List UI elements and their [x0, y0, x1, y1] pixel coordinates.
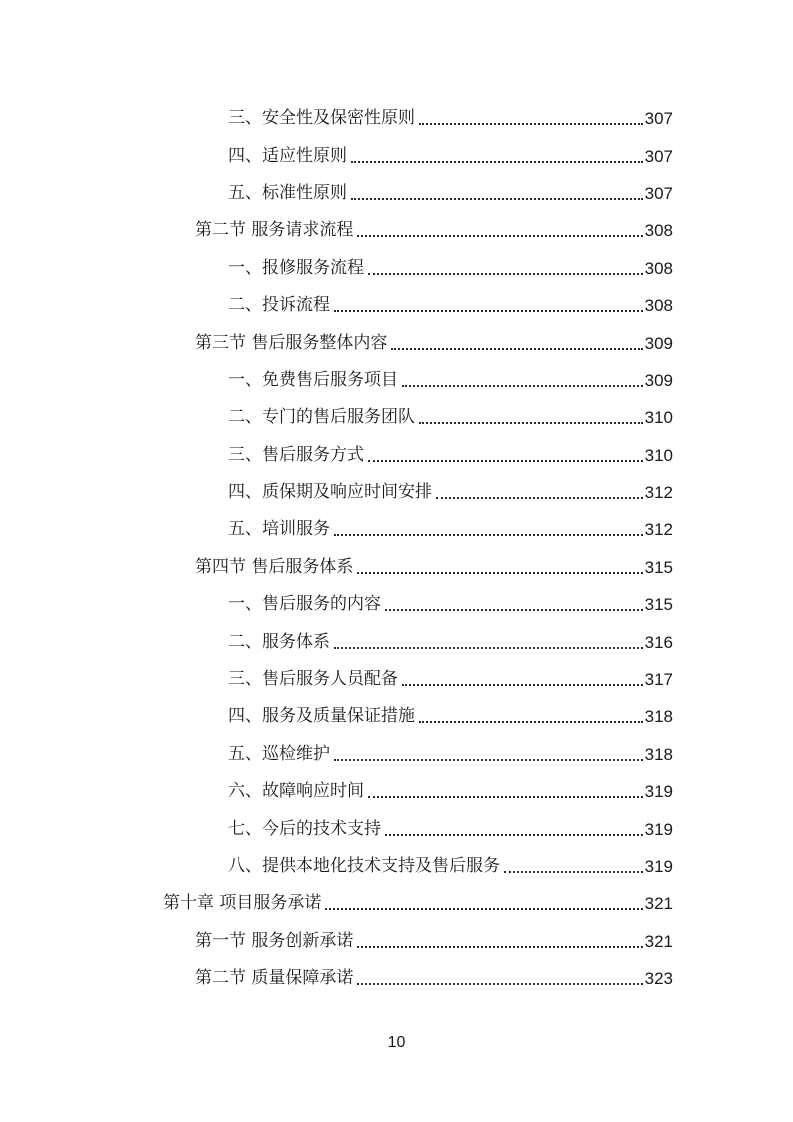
toc-entry[interactable]	[0, 698, 793, 735]
toc-entry-title: 五、巡检维护	[228, 743, 330, 764]
toc-entry-title: 二、服务体系	[228, 631, 330, 652]
toc-entry-title: 五、标准性原则	[228, 182, 347, 203]
toc-entry[interactable]	[0, 100, 793, 137]
toc-entry-page: 321	[644, 894, 673, 914]
toc-entry-page: 310	[644, 408, 673, 428]
toc-entry-title: 二、专门的售后服务团队	[228, 407, 415, 428]
toc-entry[interactable]	[0, 324, 793, 361]
toc-entry-title: 四、质保期及响应时间安排	[228, 482, 432, 503]
toc-entry-page: 309	[644, 333, 673, 353]
toc-leader-dots	[402, 684, 643, 686]
toc-entry[interactable]	[0, 923, 793, 960]
toc-entry-title: 八、提供本地化技术支持及售后服务	[228, 856, 500, 876]
toc-entry-page: 321	[644, 931, 673, 951]
toc-entry-page: 316	[644, 632, 673, 652]
toc-entry[interactable]	[0, 810, 793, 847]
toc-entry-page: 318	[644, 744, 673, 764]
toc-leader-dots	[357, 572, 642, 574]
toc-leader-dots	[334, 310, 643, 312]
toc-leader-dots	[351, 161, 643, 163]
toc-entry[interactable]	[0, 287, 793, 324]
toc-entry[interactable]	[0, 137, 793, 174]
toc-entry-page: 308	[644, 221, 673, 241]
toc-entry[interactable]	[0, 773, 793, 810]
toc-leader-dots	[419, 422, 643, 424]
toc-entry-page: 307	[644, 109, 673, 129]
toc-entry-title: 三、售后服务人员配备	[228, 669, 398, 690]
toc-entry[interactable]	[0, 362, 793, 399]
toc-entry-page: 312	[644, 520, 673, 540]
toc-leader-dots	[357, 946, 642, 948]
toc-leader-dots	[385, 609, 643, 611]
toc-entry-page: 319	[644, 782, 673, 802]
toc-entry[interactable]	[0, 212, 793, 249]
page-number: 10	[387, 1034, 406, 1051]
toc-entry-page: 315	[644, 595, 673, 615]
table-of-contents	[0, 100, 793, 997]
toc-entry-title: 第一节 服务创新承诺	[195, 930, 354, 951]
toc-entry-title: 第十章 项目服务承诺	[163, 893, 322, 914]
toc-leader-dots	[368, 796, 643, 798]
toc-entry[interactable]	[0, 623, 793, 660]
toc-entry[interactable]	[0, 250, 793, 287]
toc-entry-page: 308	[644, 258, 673, 278]
toc-entry-page: 308	[644, 296, 673, 316]
toc-entry-title: 第三节 售后服务整体内容	[195, 332, 388, 353]
toc-entry[interactable]	[0, 661, 793, 698]
toc-entry-title: 四、适应性原则	[228, 145, 347, 166]
toc-leader-dots	[357, 235, 642, 237]
toc-entry[interactable]	[0, 848, 793, 885]
toc-leader-dots	[334, 534, 643, 536]
toc-leader-dots	[402, 385, 643, 387]
toc-leader-dots	[385, 834, 643, 836]
toc-leader-dots	[368, 460, 643, 462]
toc-entry-title: 第二节 服务请求流程	[195, 220, 354, 241]
toc-entry-page: 307	[644, 183, 673, 203]
toc-leader-dots	[334, 647, 643, 649]
toc-leader-dots	[351, 198, 643, 200]
toc-leader-dots	[436, 497, 643, 499]
toc-entry-page: 312	[644, 483, 673, 503]
toc-leader-dots	[325, 908, 642, 910]
toc-leader-dots	[419, 721, 643, 723]
toc-entry-title: 三、售后服务方式	[228, 444, 364, 465]
toc-entry-page: 315	[644, 557, 673, 577]
toc-entry[interactable]	[0, 175, 793, 212]
toc-entry[interactable]	[0, 511, 793, 548]
toc-entry-page: 317	[644, 670, 673, 690]
toc-entry-title: 一、报修服务流程	[228, 257, 364, 278]
toc-entry-page: 310	[644, 445, 673, 465]
toc-entry-page: 307	[644, 146, 673, 166]
toc-leader-dots	[391, 348, 642, 350]
toc-entry-title: 三、安全性及保密性原则	[228, 108, 415, 129]
toc-leader-dots	[334, 759, 643, 761]
toc-entry[interactable]	[0, 549, 793, 586]
toc-leader-dots	[368, 273, 643, 275]
toc-entry-title: 五、培训服务	[228, 519, 330, 540]
toc-entry-page: 318	[644, 707, 673, 727]
toc-leader-dots	[357, 983, 642, 985]
toc-entry-title: 第二节 质量保障承诺	[195, 968, 354, 989]
toc-entry-title: 第四节 售后服务体系	[195, 556, 354, 577]
toc-entry-title: 四、服务及质量保证措施	[228, 706, 415, 727]
toc-entry[interactable]	[0, 474, 793, 511]
toc-entry-page: 319	[644, 857, 673, 876]
toc-entry-page: 323	[644, 969, 673, 989]
toc-entry-title: 一、售后服务的内容	[228, 594, 381, 615]
toc-leader-dots	[504, 871, 643, 873]
toc-entry-title: 七、今后的技术支持	[228, 818, 381, 839]
toc-entry[interactable]	[0, 586, 793, 623]
toc-entry[interactable]	[0, 736, 793, 773]
toc-entry-page: 319	[644, 819, 673, 839]
toc-entry-title: 二、投诉流程	[228, 295, 330, 316]
toc-entry-title: 六、故障响应时间	[228, 781, 364, 802]
toc-entry-page: 309	[644, 370, 673, 390]
toc-entry[interactable]	[0, 960, 793, 997]
toc-entry[interactable]	[0, 885, 793, 922]
toc-leader-dots	[419, 123, 643, 125]
toc-entry[interactable]	[0, 437, 793, 474]
toc-entry[interactable]	[0, 399, 793, 436]
toc-entry-title: 一、免费售后服务项目	[228, 369, 398, 390]
